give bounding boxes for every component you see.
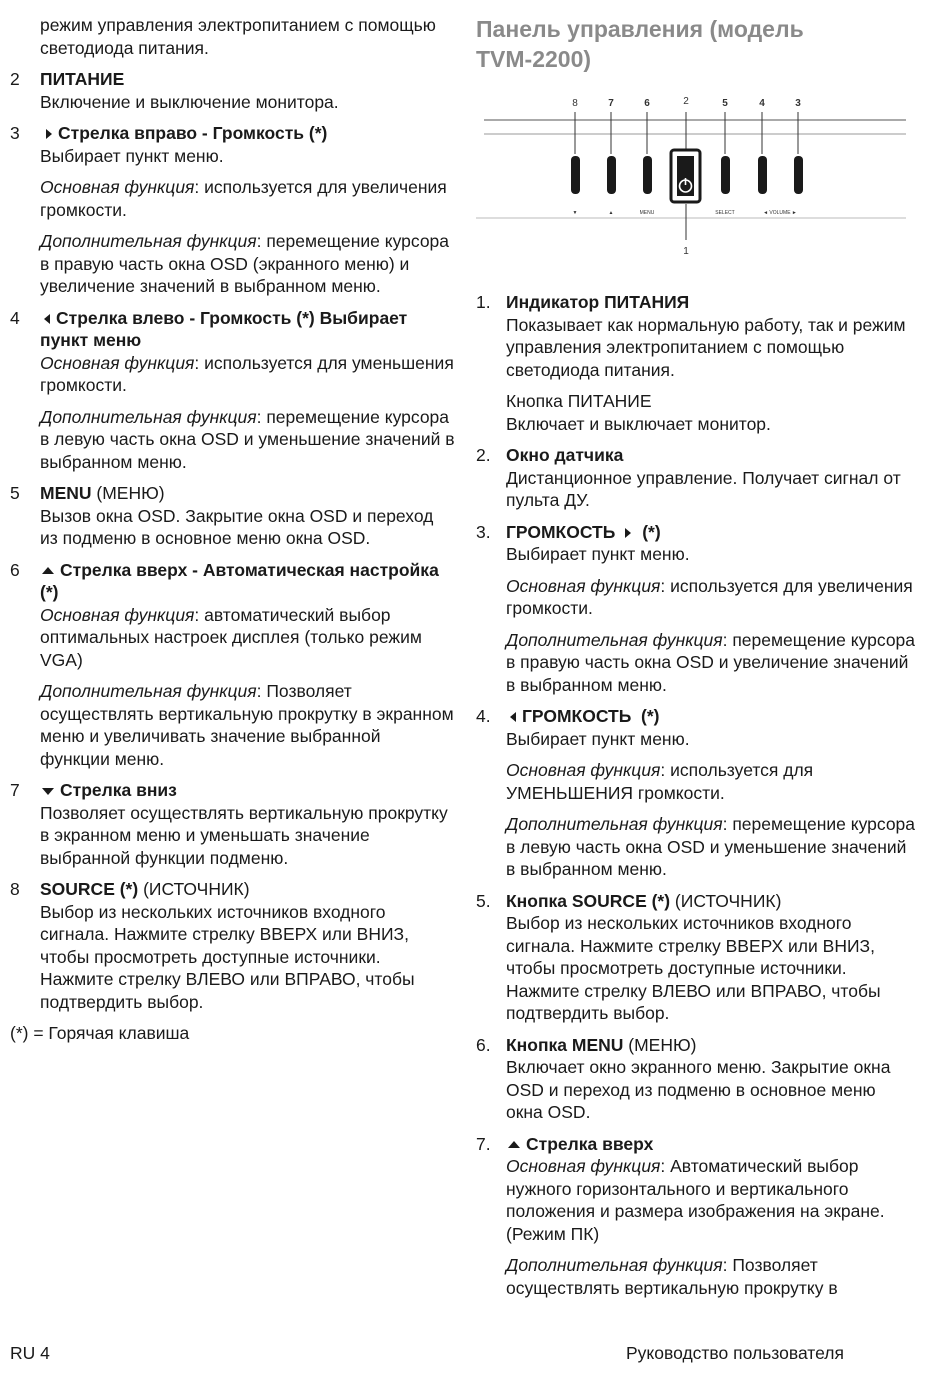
primary-function: Основная функция: используется для УМЕНЬШЕНИЯ громкости. [506,760,814,803]
left-item-5 [10,482,455,550]
item-heading: Стрелка вверх [526,1133,654,1154]
item-heading-suffix: (ИСТОЧНИК) [670,890,782,911]
svg-text:7: 7 [608,98,614,109]
svg-text:MENU: MENU [639,210,655,216]
right-item-5 [476,890,916,1025]
secondary-function: Дополнительная функция: перемещение курсора в левую часть окна OSD и уменьшение значений в выбранном меню. [506,814,916,879]
item-text: Дистанционное управление. Получает сигнал от пульта ДУ. [506,467,901,510]
item-heading: Окно датчика [506,445,624,465]
secondary-function: Дополнительная функция: перемещение курсора в левую часть окна OSD и уменьшение значений в выбранном меню. [40,406,455,472]
arrow-down-icon [42,788,54,795]
item-heading: Кнопка SOURCE (*) [506,890,671,911]
item-heading: Стрелка вправо - Громкость (*) [58,123,328,143]
item-heading: Индикатор ПИТАНИЯ [506,292,690,312]
primary-function: Основная функция: используется для увеличения громкости. [506,575,913,618]
item-heading: SOURCE (*) [40,879,139,899]
arrow-right-icon [46,129,52,139]
item-heading: ПИТАНИЕ [40,69,125,89]
item-heading-suffix: (ИСТОЧНИК) [138,879,250,899]
item-text: Выбор из нескольких источников входного сигнала. Нажмите стрелку ВВЕРХ или ВНИЗ, чтобы просмотреть доступные источники. Нажмите стрелку ВЛЕВО или ВПРАВО, чтобы подтвердить выбор. [506,913,881,1023]
item-heading-suffix: (*) [637,521,661,542]
item-number: 3. [476,521,491,542]
item-text: Выбирает пункт меню. [506,544,690,564]
control-panel-illustration [476,92,916,267]
item-text: Выбирает пункт меню. [40,145,224,166]
item-heading: Кнопка MENU [506,1034,624,1055]
svg-text:3: 3 [795,98,801,109]
right-column [476,0,916,1308]
arrow-up-icon [42,567,54,574]
arrow-up-icon [508,1141,520,1148]
primary-function: Основная функция: автоматический выбор оптимальных настроек дисплея (только режим VGA) [40,604,422,670]
item-extra2: Включает и выключает монитор. [506,413,771,434]
left-item-7 [10,779,455,869]
item-heading-suffix: (МЕНЮ) [91,483,165,503]
right-item-7 [476,1133,916,1300]
item-number: 5 [10,483,20,503]
item-heading: Стрелка вверх - Автоматическая настройка (*) [40,559,439,602]
section-title: Панель управления (модель TVM-2200) [476,16,804,72]
item-number: 3 [10,123,20,143]
page-number: RU 4 [10,1343,50,1363]
arrow-left-icon [510,712,516,722]
item-number: 4. [476,706,491,726]
svg-text:2: 2 [683,96,689,107]
secondary-function: Дополнительная функция: Позволяет осуществлять вертикальную прокрутку в [506,1255,838,1298]
item-text: Выбирает пункт меню. [506,728,690,749]
arrow-left-icon [44,314,50,324]
item-number: 2 [10,69,20,89]
item-heading: Стрелка вниз [60,780,177,800]
item-text: Включает окно экранного меню. Закрытие окна OSD и переход из подменю в основное меню окна OSD. [506,1057,891,1122]
item-heading: MENU [40,483,92,503]
primary-function: Основная функция: используется для уменьшения громкости. [40,352,454,395]
arrow-right-icon [625,528,631,538]
right-item-3 [476,521,916,697]
right-item-1 [476,291,916,435]
item-number: 5. [476,890,491,911]
item-number: 6 [10,559,20,580]
item-heading: Стрелка влево - Громкость (*) Выбирает пункт меню [40,307,408,350]
svg-text:1: 1 [683,246,689,257]
secondary-function: Дополнительная функция: перемещение курсора в правую часть окна OSD и увеличение значений в выбранном меню. [506,629,916,695]
svg-text:▲: ▲ [608,210,614,216]
left-item-6 [10,559,455,771]
item-number: 2. [476,445,491,465]
right-item-6 [476,1034,916,1124]
primary-function: Основная функция: Автоматический выбор нужного горизонтального и вертикального положения и размера изображения на экране. (Режим ПК) [506,1156,885,1244]
item-heading: ГРОМКОСТЬ [506,521,616,542]
primary-function: Основная функция: используется для увеличения громкости. [40,177,447,220]
item-number: 7 [10,780,20,800]
item-heading-suffix: (МЕНЮ) [623,1034,697,1055]
item-heading: ГРОМКОСТЬ (*) [522,706,660,726]
item-extra: Кнопка ПИТАНИЕ [506,391,652,411]
left-item-2 [10,68,455,113]
intro-text: режим управления электропитанием с помощью светодиода питания. [40,15,436,58]
svg-text:5: 5 [722,98,728,109]
hotkey-note: (*) = Горячая клавиша [10,1023,190,1043]
item-number: 4 [10,307,20,328]
item-number: 8 [10,879,20,899]
secondary-function: Дополнительная функция: Позволяет осуществлять вертикальную прокрутку в экранном меню и увеличивать значение выбранной функции меню. [40,681,454,769]
item-text: Вызов окна OSD. Закрытие окна OSD и переход из подменю в основное меню окна OSD. [40,505,434,548]
item-text: Показывает как нормальную работу, так и режим управления электропитанием с помощью светодиода питания. [506,314,906,380]
secondary-function: Дополнительная функция: перемещение курсора в правую часть окна OSD (экранного меню) и увеличение значений в выбранном меню. [40,231,450,296]
item-number: 1. [476,292,491,312]
item-number: 7. [476,1133,491,1154]
svg-text:▼: ▼ [572,210,578,216]
manual-title: Руководство пользователя [626,1343,844,1363]
left-column [10,0,455,1045]
svg-text:6: 6 [644,98,650,109]
left-item-8 [10,878,455,1013]
left-item-3 [10,122,455,298]
svg-text:4: 4 [759,98,765,109]
left-item-4 [10,307,455,474]
svg-text:8: 8 [572,98,578,109]
right-item-4 [476,705,916,881]
item-text: Включение и выключение монитора. [40,91,339,112]
control-panel-diagram [476,92,916,267]
right-item-2 [476,444,916,512]
item-text: Выбор из нескольких источников входного сигнала. Нажмите стрелку ВВЕРХ или ВНИЗ, чтобы просмотреть доступные источники. Нажмите стрелку ВЛЕВО или ВПРАВО, чтобы подтвердить выбор. [40,901,415,1012]
item-number: 6. [476,1034,491,1055]
item-text: Позволяет осуществлять вертикальную прокрутку в экранном меню и уменьшать значение выбранной функции подменю. [40,802,448,868]
svg-text:◄ VOLUME ►: ◄ VOLUME ► [763,210,797,216]
svg-text:SELECT: SELECT [715,210,735,216]
